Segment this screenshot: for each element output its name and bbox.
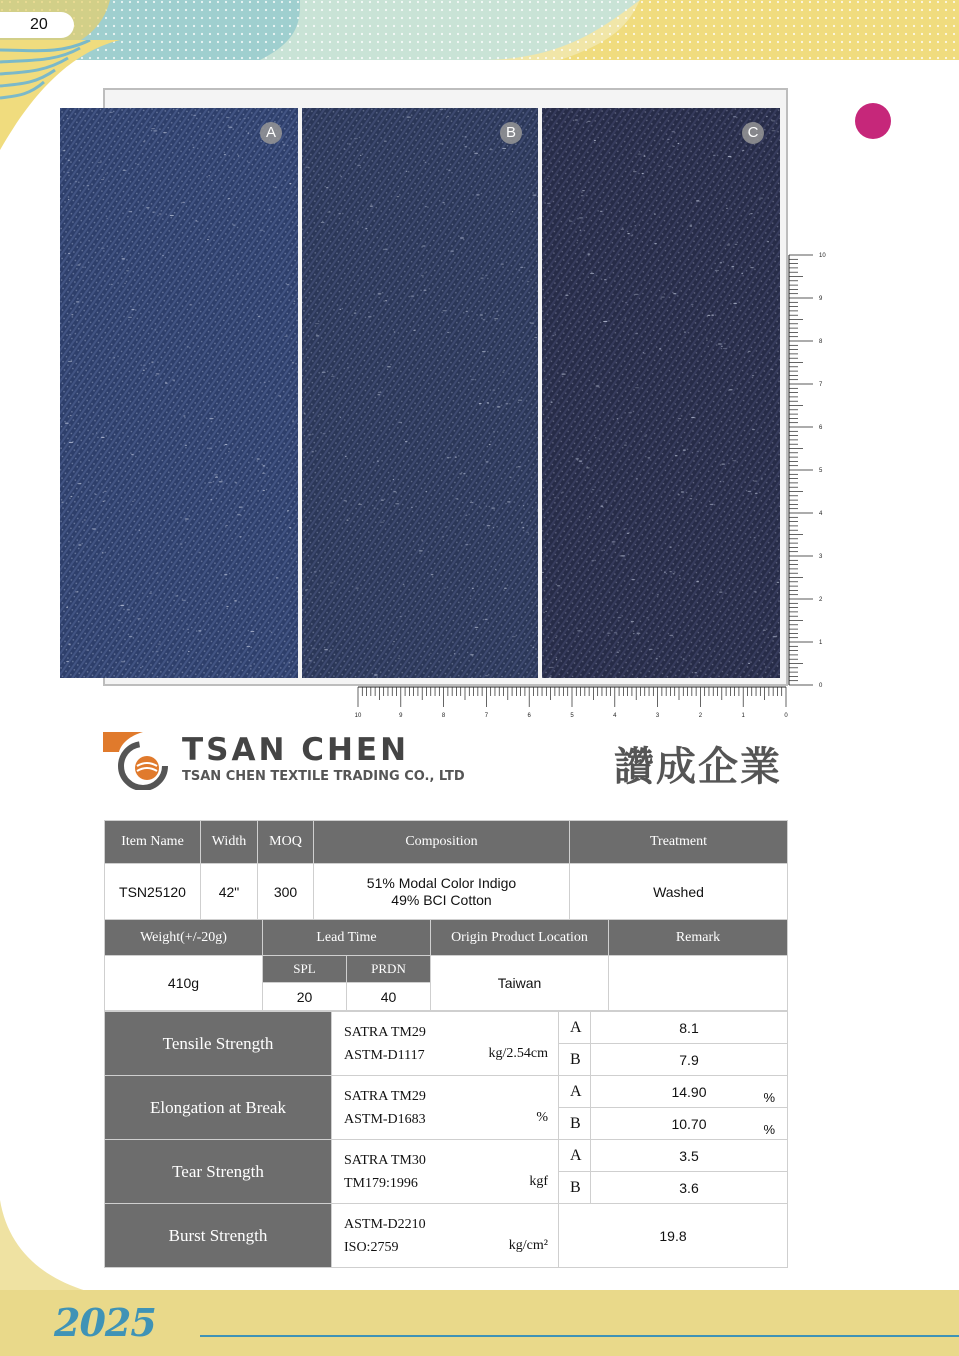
- footer-year-logo: 2025: [54, 1300, 156, 1345]
- value-text: 3.5: [679, 1147, 699, 1164]
- header-item-name: Item Name: [105, 821, 201, 864]
- test-name: Elongation at Break: [105, 1076, 332, 1140]
- sample-label: A: [559, 1076, 591, 1108]
- company-chinese-name: 讚成企業: [614, 744, 782, 790]
- vertical-ruler: [788, 250, 830, 690]
- test-name: Tear Strength: [105, 1140, 332, 1204]
- ruler-label: 8: [819, 339, 823, 345]
- composition-line: 51% Modal Color Indigo: [366, 874, 517, 891]
- test-standard: [332, 1012, 559, 1076]
- ruler-label: 4: [613, 713, 617, 719]
- sample-label: B: [559, 1108, 591, 1140]
- ruler-label: 9: [399, 713, 403, 719]
- header-prdn: PRDN: [347, 956, 431, 983]
- ruler-label: 2: [819, 597, 823, 603]
- treatment-value: Washed: [570, 864, 788, 920]
- test-name: Tensile Strength: [105, 1012, 332, 1076]
- company-name: TSAN CHEN: [182, 732, 410, 768]
- header-decoration: [0, 0, 959, 60]
- fabric-swatch-b: [302, 108, 538, 678]
- test-unit: kgf: [529, 1174, 548, 1189]
- weight-value: 410g: [105, 956, 263, 1011]
- spl-value: 20: [263, 983, 347, 1011]
- swatch-label-badge: C: [742, 122, 764, 144]
- ruler-label: 7: [484, 713, 489, 719]
- value-unit: %: [763, 1090, 775, 1105]
- standard-line: ASTM-D2210: [344, 1216, 426, 1232]
- header-remark: Remark: [609, 920, 788, 956]
- origin-value: Taiwan: [431, 956, 609, 1011]
- standard-line: ASTM-D1683: [344, 1111, 426, 1127]
- test-results-table: [104, 1011, 788, 1268]
- value-text: 7.9: [679, 1051, 699, 1068]
- header-weight: Weight(+/-20g): [105, 920, 263, 956]
- ruler-label: 5: [819, 468, 823, 474]
- header-spl: SPL: [263, 956, 347, 983]
- sample-value: [591, 1140, 788, 1172]
- value-text: 14.90: [671, 1083, 707, 1100]
- ruler-label: 6: [819, 425, 823, 431]
- sample-label: B: [559, 1172, 591, 1204]
- ruler-label: 1: [819, 640, 823, 646]
- width-value: 42": [201, 864, 258, 920]
- ruler-label: 6: [527, 713, 531, 719]
- sample-value: [591, 1012, 788, 1044]
- magenta-dot-icon: [855, 103, 891, 139]
- footer-line: [200, 1335, 959, 1337]
- ruler-label: 5: [570, 713, 574, 719]
- header-composition: Composition: [314, 821, 570, 864]
- composition-value: [314, 864, 570, 920]
- test-unit: kg/cm²: [508, 1238, 548, 1253]
- test-name: Burst Strength: [105, 1204, 332, 1268]
- ruler-label: 1: [741, 713, 745, 719]
- company-logo-icon: [103, 730, 169, 790]
- test-unit: kg/2.54cm: [488, 1046, 548, 1061]
- spec-table: [104, 820, 788, 920]
- value-text: 3.6: [679, 1179, 699, 1196]
- test-standard: [332, 1076, 559, 1140]
- ruler-label: 10: [819, 253, 826, 259]
- sample-value: [591, 1108, 788, 1140]
- header-origin: Origin Product Location: [431, 920, 609, 956]
- ruler-label: 0: [784, 713, 788, 719]
- ruler-label: 3: [819, 554, 823, 560]
- sample-value: [591, 1076, 788, 1108]
- header-width: Width: [201, 821, 258, 864]
- ruler-label: 7: [819, 382, 823, 388]
- ruler-label: 2: [698, 713, 703, 719]
- swatch-label-badge: A: [260, 122, 282, 144]
- sample-label: B: [559, 1044, 591, 1076]
- ruler-label: 0: [819, 683, 823, 689]
- header-lead-time: Lead Time: [263, 920, 431, 956]
- ruler-label: 9: [819, 296, 823, 302]
- company-full-name: TSAN CHEN TEXTILE TRADING CO., LTD: [182, 769, 465, 784]
- composition-line: 49% BCI Cotton: [391, 891, 492, 908]
- value-unit: %: [763, 1122, 775, 1137]
- ruler-label: 3: [655, 713, 660, 719]
- fabric-swatch-a: [60, 108, 298, 678]
- standard-line: SATRA TM29: [344, 1024, 426, 1040]
- standard-line: TM179:1996: [344, 1175, 418, 1191]
- ruler-label: 10: [354, 713, 362, 719]
- header-treatment: Treatment: [570, 821, 788, 864]
- ruler-label: 8: [441, 713, 446, 719]
- horizontal-ruler: [350, 686, 790, 720]
- standard-line: ISO:2759: [344, 1239, 399, 1255]
- sample-label: A: [559, 1140, 591, 1172]
- test-standard: [332, 1140, 559, 1204]
- page-number: 20: [0, 12, 74, 38]
- test-unit: %: [536, 1110, 548, 1125]
- test-standard: [332, 1204, 559, 1268]
- standard-line: SATRA TM30: [344, 1152, 426, 1168]
- swatch-label-badge: B: [500, 122, 522, 144]
- item-name-value: TSN25120: [105, 864, 201, 920]
- ruler-label: 4: [819, 511, 823, 517]
- fabric-swatch-c: [542, 108, 780, 678]
- value-text: 8.1: [679, 1019, 699, 1036]
- prdn-value: 40: [347, 983, 431, 1011]
- header-moq: MOQ: [258, 821, 314, 864]
- sample-label: A: [559, 1012, 591, 1044]
- standard-line: SATRA TM29: [344, 1088, 426, 1104]
- sample-value: 19.8: [559, 1204, 788, 1268]
- moq-value: 300: [258, 864, 314, 920]
- sample-value: [591, 1172, 788, 1204]
- value-text: 10.70: [671, 1115, 707, 1132]
- logistics-table: [104, 919, 788, 1011]
- remark-value: [609, 956, 788, 1011]
- sample-value: [591, 1044, 788, 1076]
- standard-line: ASTM-D1117: [344, 1047, 425, 1063]
